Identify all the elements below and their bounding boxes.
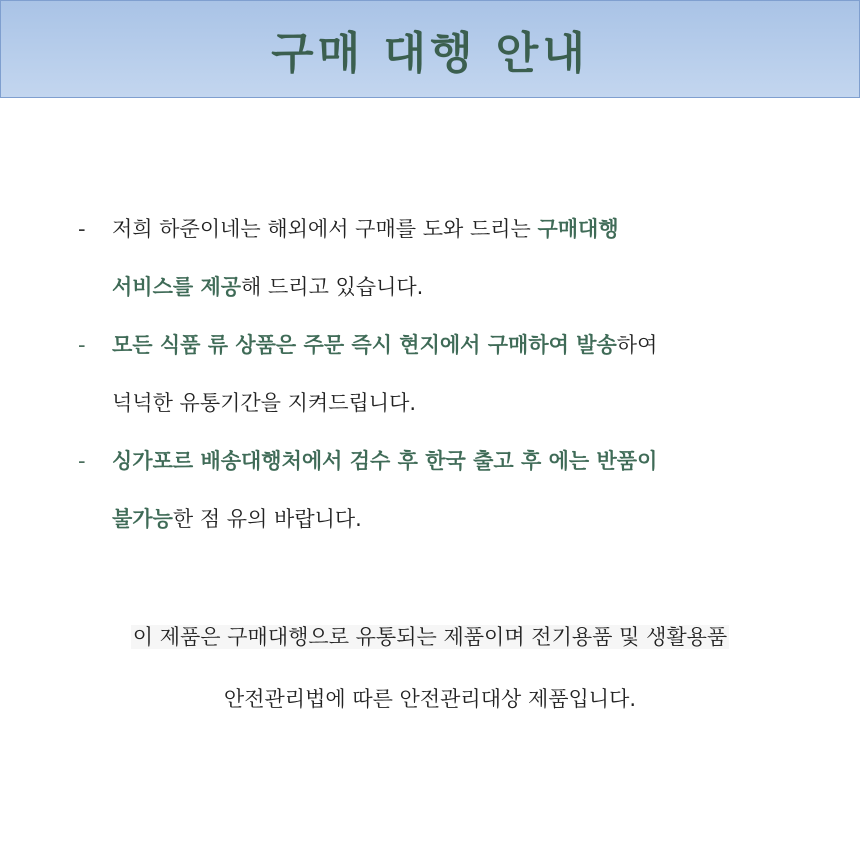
- safety-notice-text: 안전관리법에 따른 안전관리대상 제품입니다.: [223, 687, 637, 711]
- safety-notice-text: 이 제품은 구매대행으로 유통되는 제품이며 전기용품 및 생활용품: [132, 625, 728, 649]
- notice-line: [112, 432, 818, 490]
- notice-text: 저희 하준이네는 해외에서 구매를 도와 드리는: [112, 217, 538, 241]
- safety-notice-line: [0, 668, 860, 730]
- notice-item-service: [78, 200, 818, 316]
- notice-highlight: 모든 식품 류 상품은 주문 즉시 현지에서 구매하여 발송: [112, 333, 617, 357]
- notice-line: [112, 490, 818, 548]
- notice-highlight: 싱가포르 배송대행처에서 검수 후 한국 출고 후 에는 반품이: [112, 449, 658, 473]
- notice-list: [78, 200, 818, 548]
- notice-line: [112, 258, 818, 316]
- notice-text: 넉넉한 유통기간을 지켜드립니다.: [112, 391, 417, 415]
- notice-highlight: 구매대행: [537, 217, 619, 241]
- list-dash: -: [78, 217, 86, 241]
- page-header: [0, 0, 860, 98]
- list-dash: -: [78, 449, 86, 473]
- list-dash: -: [78, 333, 86, 357]
- page-title: 구매 대행 안내: [271, 28, 589, 79]
- notice-item-food: [78, 316, 818, 432]
- notice-text: 하여: [616, 333, 658, 357]
- safety-notice-line: [0, 606, 860, 668]
- notice-highlight: 서비스를 제공: [112, 275, 242, 299]
- notice-highlight: 불가능: [112, 507, 173, 531]
- notice-line: [112, 200, 818, 258]
- notice-text: 해 드리고 있습니다.: [241, 275, 424, 299]
- notice-item-return: [78, 432, 818, 548]
- safety-notice: [0, 606, 860, 730]
- notice-text: 한 점 유의 바랍니다.: [172, 507, 362, 531]
- notice-line: [112, 374, 818, 432]
- notice-line: [112, 316, 818, 374]
